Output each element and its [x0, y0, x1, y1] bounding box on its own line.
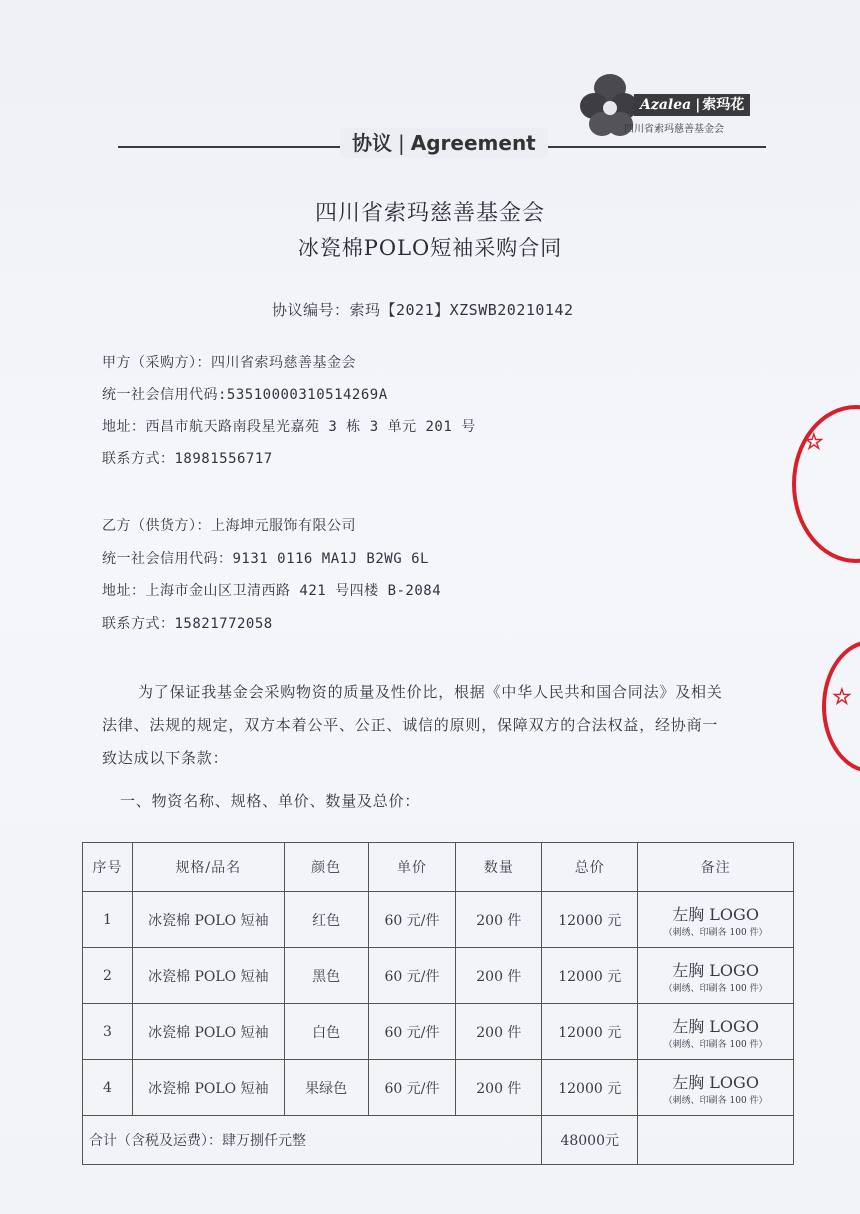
- remark-main: 左胸 LOGO: [672, 1072, 759, 1092]
- cell-remark: [638, 1060, 794, 1116]
- total-remark-empty: [638, 1116, 794, 1165]
- goods-table: [82, 842, 794, 1165]
- logo-name-cn: 索玛花: [702, 97, 745, 113]
- party-b-contact: 联系方式：15821772058: [102, 616, 273, 632]
- remark-main: 左胸 LOGO: [672, 904, 759, 924]
- intro-line-1: [102, 676, 792, 709]
- party-a-contact: 联系方式：18981556717: [102, 451, 273, 467]
- cell-price: 60 元/件: [368, 1060, 456, 1116]
- party-b-credit-code: 统一社会信用代码：9131 0116 MA1J B2WG 6L: [102, 551, 429, 567]
- table-row: [83, 1004, 794, 1060]
- table-total-row: [83, 1116, 794, 1165]
- cell-total: 12000 元: [542, 892, 638, 948]
- header-label-cn: 协议: [352, 131, 392, 155]
- section-1-heading: 一、物资名称、规格、单价、数量及总价：: [120, 792, 421, 810]
- header-no: 序号: [83, 843, 133, 892]
- header-total: 总价: [542, 843, 638, 892]
- logo-subtitle: 四川省索玛慈善基金会: [624, 124, 724, 135]
- table-row: [83, 948, 794, 1004]
- header-remark: 备注: [638, 843, 794, 892]
- party-a-address: 地址：西昌市航天路南段星光嘉苑 3 栋 3 单元 201 号: [102, 419, 476, 435]
- cell-no: 1: [83, 892, 133, 948]
- cell-qty: 200 件: [456, 948, 542, 1004]
- cell-remark: [638, 1004, 794, 1060]
- cell-qty: 200 件: [456, 1004, 542, 1060]
- remark-sub: （刺绣、印刷各 100 件）: [663, 1095, 768, 1106]
- cell-qty: 200 件: [456, 892, 542, 948]
- table-row: [83, 1060, 794, 1116]
- cell-no: 2: [83, 948, 133, 1004]
- cell-name: 冰瓷棉 POLO 短袖: [132, 1060, 284, 1116]
- table-row: [83, 892, 794, 948]
- header-name: 规格/品名: [132, 843, 284, 892]
- header-qty: 数量: [456, 843, 542, 892]
- cell-name: 冰瓷棉 POLO 短袖: [132, 892, 284, 948]
- header-separator: |: [398, 131, 405, 155]
- cell-color: 果绿色: [284, 1060, 368, 1116]
- party-a-name: 甲方（采购方）：四川省索玛慈善基金会: [102, 355, 356, 371]
- cell-total: 12000 元: [542, 948, 638, 1004]
- cell-color: 红色: [284, 892, 368, 948]
- intro-line-3: 致达成以下条款：: [102, 749, 229, 767]
- remark-main: 左胸 LOGO: [672, 960, 759, 980]
- seal-fragment-glyph: ☆: [832, 684, 852, 710]
- cell-total: 12000 元: [542, 1004, 638, 1060]
- cell-no: 3: [83, 1004, 133, 1060]
- remark-main: 左胸 LOGO: [672, 1016, 759, 1036]
- total-label: 合计（含税及运费）：肆万捌仟元整: [83, 1116, 542, 1165]
- total-value: 48000元: [542, 1116, 638, 1165]
- logo-separator: |: [695, 97, 701, 113]
- cell-color: 黑色: [284, 948, 368, 1004]
- table-header-row: [83, 843, 794, 892]
- cell-price: 60 元/件: [368, 1004, 456, 1060]
- party-b-name: 乙方（供货方）：上海坤元服饰有限公司: [102, 518, 356, 534]
- logo-badge: [634, 94, 750, 116]
- cell-remark: [638, 948, 794, 1004]
- seal-fragment-glyph: ☆: [804, 429, 824, 455]
- cell-name: 冰瓷棉 POLO 短袖: [132, 948, 284, 1004]
- header-label-en: Agreement: [410, 131, 536, 155]
- intro-line-2: 法律、法规的规定，双方本着公平、公正、诚信的原则，保障双方的合法权益，经协商一: [102, 716, 719, 734]
- header-label: [340, 128, 548, 158]
- foundation-logo: [580, 70, 780, 140]
- party-a-credit-code: 统一社会信用代码:53510000310514269A: [102, 387, 388, 403]
- document-title: 四川省索玛慈善基金会: [314, 201, 545, 226]
- party-b-address: 地址：上海市金山区卫清西路 421 号四楼 B-2084: [102, 583, 442, 599]
- document-subtitle: 冰瓷棉POLO短袖采购合同: [297, 236, 563, 260]
- cell-remark: [638, 892, 794, 948]
- logo-name-en: Azalea: [640, 97, 692, 113]
- remark-sub: （刺绣、印刷各 100 件）: [663, 927, 768, 938]
- intro-paragraph: [102, 676, 792, 775]
- cell-price: 60 元/件: [368, 892, 456, 948]
- cell-price: 60 元/件: [368, 948, 456, 1004]
- header-price: 单价: [368, 843, 456, 892]
- cell-name: 冰瓷棉 POLO 短袖: [132, 1004, 284, 1060]
- remark-sub: （刺绣、印刷各 100 件）: [663, 1039, 768, 1050]
- remark-sub: （刺绣、印刷各 100 件）: [663, 983, 768, 994]
- cell-color: 白色: [284, 1004, 368, 1060]
- agreement-number: 协议编号：索玛【2021】XZSWB20210142: [272, 301, 574, 319]
- intro-line-1-text: 为了保证我基金会采购物资的质量及性价比，根据《中华人民共和国合同法》及相关: [138, 683, 723, 701]
- cell-total: 12000 元: [542, 1060, 638, 1116]
- cell-no: 4: [83, 1060, 133, 1116]
- header-color: 颜色: [284, 843, 368, 892]
- cell-qty: 200 件: [456, 1060, 542, 1116]
